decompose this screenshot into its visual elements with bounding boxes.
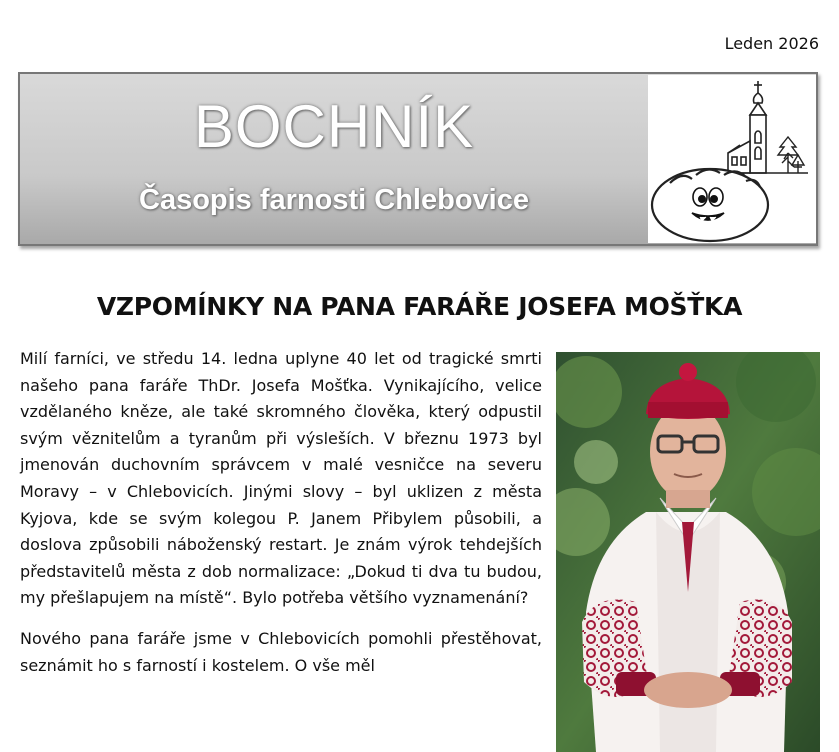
article-paragraph: Milí farníci, ve středu 14. ledna uplyne 40 let od tragické smrti našeho pana faráře ThDr. Josefa Mošťka. Vynikajícího, velice vzdělaného kněze, ale také skromného člověka, který odpustil svým věznitelům a tyranům při výsleších. V březnu 1973 byl jmenován duchovním správcem v malé vesničce na severu Moravy – v Chlebovicích. Jinými slovy – byl uklizen z města Kyjova, kde se svým kolegou P. Janem Přibylem působili, a doslova způsobili náboženský restart. Je znám výrok tehdejších představitelů města z dob normalizace: „Dokud ti dva tu budou, my přešlapujem na místě“. Bylo potřeba většího vyznamenání? [20,349,542,608]
article-body [20,346,542,693]
priest-photo [556,352,820,752]
article-headline: VZPOMÍNKY NA PANA FARÁŘE JOSEFA MOŠŤKA [96,292,743,321]
issue-date: Leden 2026 [724,34,819,53]
masthead-banner [18,72,818,246]
article-paragraph: Nového pana faráře jsme v Chlebovicích pomohli přestěhovat, seznámit ho s farností i kostelem. O vše měl [20,628,542,675]
masthead-text [20,74,648,244]
church-bread-logo-icon [648,75,816,243]
magazine-subtitle: Časopis farnosti Chlebovice [139,184,529,216]
magazine-title: BOCHNÍK [193,93,475,160]
